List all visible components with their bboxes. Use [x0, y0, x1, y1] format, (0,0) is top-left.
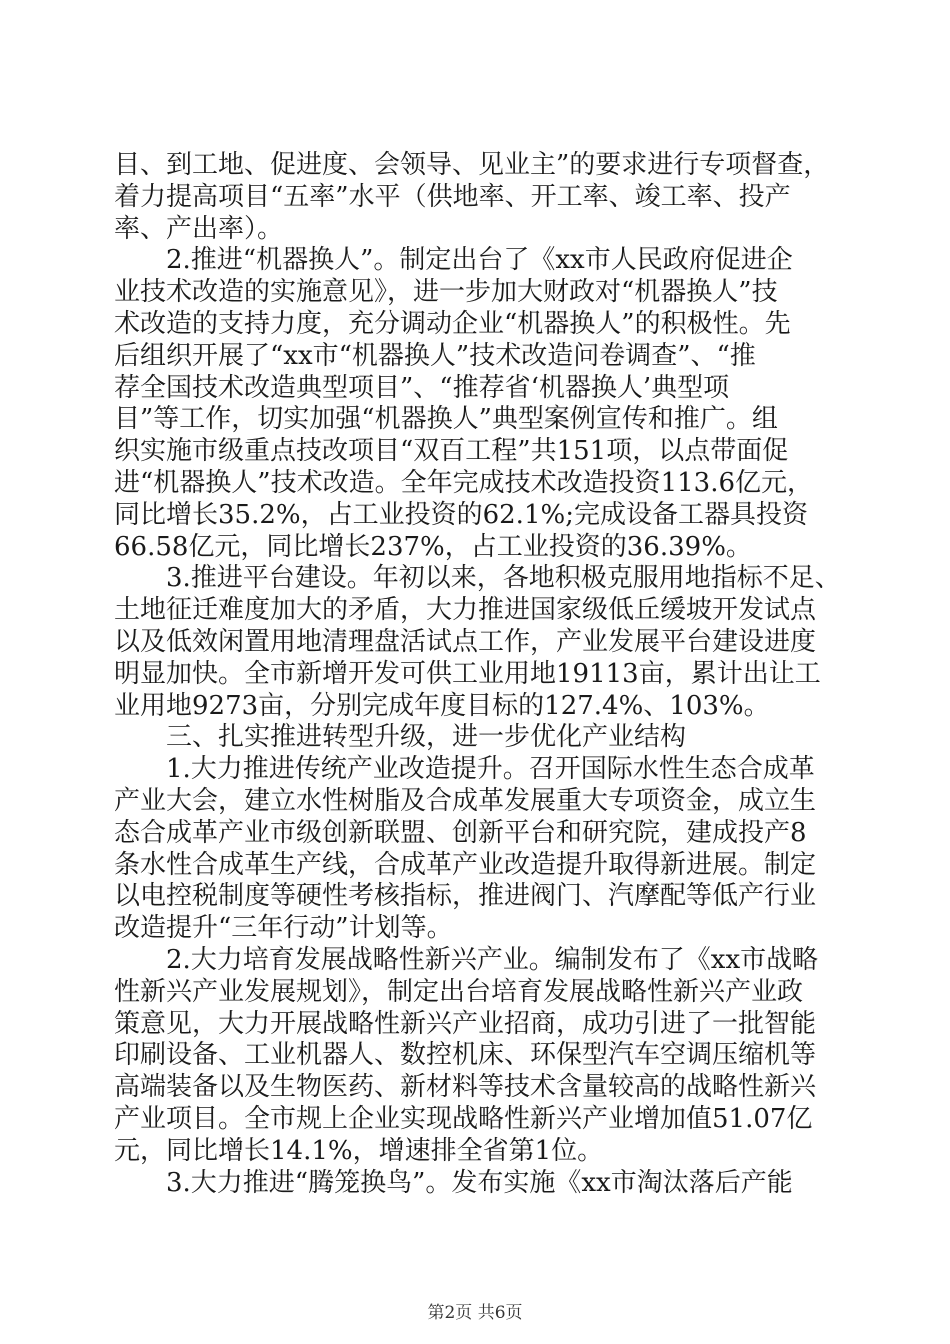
text-line: 策意见，大力开展战略性新兴产业招商，成功引进了一批智能	[114, 1008, 817, 1039]
text-line: 以电控税制度等硬性考核指标，推进阀门、汽摩配等低产行业	[114, 881, 817, 912]
text-line: 产业项目。全市规上企业实现战略性新兴产业增加值51.07亿	[114, 1103, 813, 1134]
text-line: 后组织开展了“xx市“机器换人”技术改造问卷调查”、“推	[114, 340, 756, 371]
text-line: 织实施市级重点技改项目“双百工程”共151项，以点带面促	[114, 436, 789, 467]
text-line: 66.58亿元，同比增长237%，占工业投资的36.39%。	[114, 531, 752, 562]
text-line: 元，同比增长14.1%，增速排全省第1位。	[114, 1135, 604, 1166]
text-line: 率、产出率）。	[114, 213, 284, 244]
document-body	[114, 150, 854, 1199]
text-line: 1.大力推进传统产业改造提升。召开国际水性生态合成革	[166, 754, 815, 785]
text-line: 以及低效闲置用地清理盘活试点工作，产业发展平台建设进度	[114, 626, 817, 657]
text-line: 2.推进“机器换人”。制定出台了《xx市人民政府促进企	[166, 245, 793, 276]
text-line: 印刷设备、工业机器人、数控机床、环保型汽车空调压缩机等	[114, 1040, 817, 1071]
text-line: 性新兴产业发展规划》，制定出台培育发展战略性新兴产业政	[114, 976, 804, 1007]
text-line: 态合成革产业市级创新联盟、创新平台和研究院，建成投产8	[114, 817, 807, 848]
text-line: 土地征迁难度加大的矛盾，大力推进国家级低丘缓坡开发试点	[114, 595, 817, 626]
text-line: 产业大会，建立水性树脂及合成革发展重大专项资金，成立生	[114, 785, 817, 816]
text-line: 荐全国技术改造典型项目”、“推荐省‘机器换人’典型项	[114, 372, 730, 403]
text-line: 3.推进平台建设。年初以来，各地积极克服用地指标不足、	[166, 563, 841, 594]
text-line: 改造提升“三年行动”计划等。	[114, 913, 453, 944]
text-line: 术改造的支持力度，充分调动企业“机器换人”的积极性。先	[114, 308, 791, 339]
text-line: 业用地9273亩，分别完成年度目标的127.4%、103%。	[114, 690, 770, 721]
text-line: 目”等工作，切实加强“机器换人”典型案例宣传和推广。组	[114, 404, 778, 435]
text-line: 同比增长35.2%，占工业投资的62.1%;完成设备工器具投资	[114, 499, 808, 530]
text-line: 条水性合成革生产线，合成革产业改造提升取得新进展。制定	[114, 849, 817, 880]
text-line: 明显加快。全市新增开发可供工业用地19113亩，累计出让工	[114, 658, 821, 689]
text-line: 三、扎实推进转型升级，进一步优化产业结构	[166, 722, 687, 753]
page-footer: 第2页 共6页	[427, 1303, 523, 1323]
text-line: 着力提高项目“五率”水平（供地率、开工率、竣工率、投产	[114, 181, 791, 212]
text-line: 3.大力推进“腾笼换鸟”。发布实施《xx市淘汰落后产能	[166, 1167, 793, 1198]
text-line: 进“机器换人”技术改造。全年完成技术改造投资113.6亿元，	[114, 467, 814, 498]
text-line: 业技术改造的实施意见》，进一步加大财政对“机器换人”技	[114, 277, 778, 308]
text-line: 高端装备以及生物医药、新材料等技术含量较高的战略性新兴	[114, 1072, 817, 1103]
text-line: 目、到工地、促进度、会领导、见业主”的要求进行专项督查，	[114, 150, 830, 180]
text-line: 2.大力培育发展战略性新兴产业。编制发布了《xx市战略	[166, 944, 819, 975]
